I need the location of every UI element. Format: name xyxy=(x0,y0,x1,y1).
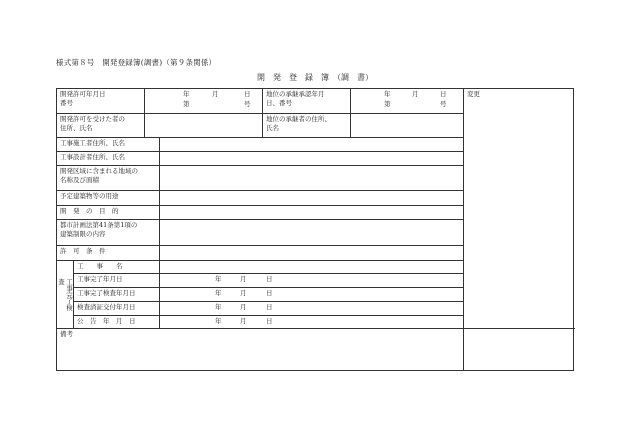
form-number: 様式第８号 開発登録簿(調書)（第９条関係） xyxy=(56,58,217,67)
contractor-value[interactable] xyxy=(160,138,464,152)
notice-month: 月 xyxy=(240,317,247,325)
building-use-text: 予定建築物等の用途 xyxy=(60,192,119,200)
law41-label-line1: 都市計画法第41条第1項の xyxy=(60,221,138,229)
certificate-year: 年 xyxy=(215,303,222,311)
certificate-month: 月 xyxy=(240,303,247,311)
page-title: 開 発 登 録 簿 （調 書） xyxy=(257,73,373,82)
permit-date-label-line1: 開発許可年月日 xyxy=(60,90,106,98)
purpose-value[interactable] xyxy=(160,206,464,220)
notice-date-text: 公 告 年 月 日 xyxy=(77,317,136,325)
contractor-label xyxy=(57,138,160,152)
inspection-year: 年 xyxy=(215,289,222,297)
permittee-label xyxy=(57,114,145,138)
permit-go-label: 号 xyxy=(244,100,251,108)
succession-dai-label: 第 xyxy=(384,100,391,108)
registry-table xyxy=(56,88,574,371)
designer-label xyxy=(57,152,160,166)
building-use-value[interactable] xyxy=(160,191,464,206)
purpose-label xyxy=(57,206,160,220)
law41-value[interactable] xyxy=(160,220,464,246)
contractor-text: 工事施工者住所、氏名 xyxy=(60,139,125,147)
completion-group-text: 工事完了検査 xyxy=(57,277,73,311)
completion-date-value[interactable] xyxy=(160,274,464,288)
successor-label xyxy=(263,114,351,138)
change-column[interactable] xyxy=(464,89,575,329)
area-label-line1: 開発区域に含まれる地域の xyxy=(60,167,138,175)
work-name-label xyxy=(74,261,160,274)
successor-label-line1: 地位の承継者の住所、 xyxy=(266,115,331,123)
permit-date-label-line2: 番号 xyxy=(60,98,73,107)
succession-label xyxy=(263,89,351,114)
permit-date-label xyxy=(57,89,145,114)
permit-dai-label: 第 xyxy=(183,100,190,108)
conditions-text: 許 可 条 件 xyxy=(60,247,106,255)
change-label: 変更 xyxy=(467,90,480,98)
permittee-value[interactable] xyxy=(145,114,263,138)
inspection-date-value[interactable] xyxy=(160,288,464,302)
designer-value[interactable] xyxy=(160,152,464,166)
inspection-day: 日 xyxy=(266,289,273,297)
succession-date-value[interactable] xyxy=(351,89,464,114)
conditions-value[interactable] xyxy=(160,246,464,261)
notice-year: 年 xyxy=(215,317,222,325)
completion-day: 日 xyxy=(266,275,273,283)
permit-day-label: 日 xyxy=(244,90,251,98)
certificate-date-value[interactable] xyxy=(160,302,464,316)
remarks-cell[interactable] xyxy=(57,329,464,370)
work-name-text: 工 事 名 xyxy=(77,262,123,270)
completion-date-text: 工事完了年月日 xyxy=(77,275,123,283)
work-name-value[interactable] xyxy=(160,261,464,274)
succession-month-label: 月 xyxy=(412,90,419,98)
completion-year: 年 xyxy=(215,275,222,283)
notice-date-label xyxy=(74,316,160,329)
law41-label-line2: 建築制限の内容 xyxy=(60,229,106,238)
permittee-label-line1: 開発許可を受けた者の xyxy=(60,115,125,123)
completion-group-label xyxy=(57,261,74,329)
certificate-date-label xyxy=(74,302,160,316)
permit-date-value[interactable] xyxy=(145,89,263,114)
inspection-date-text: 工事完了検査年月日 xyxy=(77,289,136,297)
area-value[interactable] xyxy=(160,166,464,191)
area-label-line2: 名称及び面積 xyxy=(60,175,99,184)
succession-label-line2: 日、番号 xyxy=(266,98,292,107)
successor-value[interactable] xyxy=(351,114,464,138)
conditions-label xyxy=(57,246,160,261)
permit-year-label: 年 xyxy=(183,90,190,98)
remarks-label: 備考 xyxy=(60,330,73,338)
permit-month-label: 月 xyxy=(212,90,219,98)
remarks-side-cell[interactable] xyxy=(464,329,575,370)
certificate-date-text: 検査済証交付年月日 xyxy=(77,303,136,311)
notice-date-value[interactable] xyxy=(160,316,464,329)
completion-month: 月 xyxy=(240,275,247,283)
succession-label-line1: 地位の承継承認年月 xyxy=(266,90,325,98)
notice-day: 日 xyxy=(266,317,273,325)
inspection-month: 月 xyxy=(240,289,247,297)
designer-text: 工事設計者住所、氏名 xyxy=(60,153,125,161)
succession-day-label: 日 xyxy=(440,90,447,98)
completion-date-label xyxy=(74,274,160,288)
succession-year-label: 年 xyxy=(384,90,391,98)
certificate-day: 日 xyxy=(266,303,273,311)
purpose-text: 開 発 の 目 的 xyxy=(60,207,119,215)
law41-label xyxy=(57,220,160,246)
inspection-date-label xyxy=(74,288,160,302)
area-label xyxy=(57,166,160,191)
successor-label-line2: 氏名 xyxy=(266,123,279,132)
succession-go-label: 号 xyxy=(440,100,447,108)
building-use-label xyxy=(57,191,160,206)
permittee-label-line2: 住所、氏名 xyxy=(60,123,93,132)
